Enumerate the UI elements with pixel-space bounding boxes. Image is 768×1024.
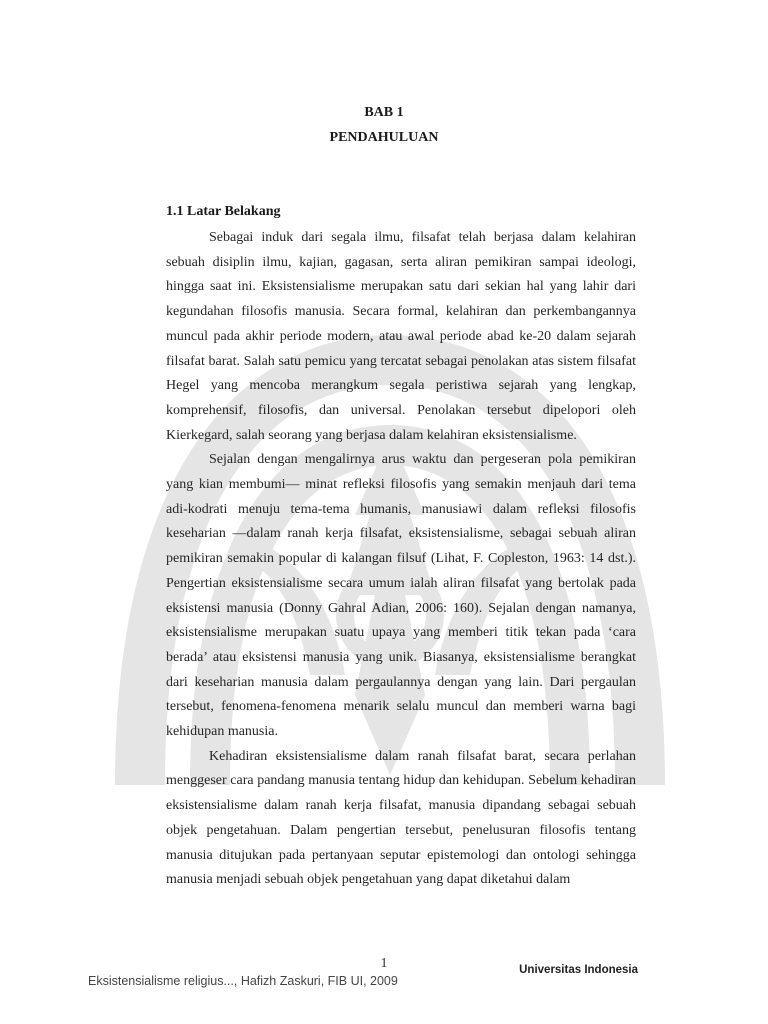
footer-institution: Universitas Indonesia [519, 964, 638, 976]
page-number: 1 [380, 956, 388, 971]
body-text [166, 226, 636, 893]
footer-citation: Eksistensialisme religius..., Hafizh Zaskuri, FIB UI, 2009 [88, 974, 398, 988]
paragraph: Sebagai induk dari segala ilmu, filsafat telah berjasa dalam kelahiran sebuah disiplin ilmu, kajian, gagasan, serta aliran pemikiran sampai ideologi, hingga saat ini. Eksistensialisme merupakan satu dari sekian hal yang lahir dari kegundahan filosofis manusia. Secara formal, kelahiran dan perkembangannya muncul pada akhir periode modern, atau awal periode abad ke-20 dalam sejarah filsafat barat. Salah satu pemicu yang tercatat sebagai penolakan atas sistem filsafat Hegel yang mencoba merangkum segala peristiwa sejarah yang lengkap, komprehensif, filosofis, dan universal. Penolakan tersebut dipelopori oleh Kierkegard, salah seorang yang berjasa dalam kelahiran eksistensialisme. [166, 230, 636, 443]
paragraph: Kehadiran eksistensialisme dalam ranah filsafat barat, secara perlahan menggeser cara pandang manusia tentang hidup dan kehidupan. Sebelum kehadiran eksistensialisme dalam ranah kerja filsafat, manusia dipandang sebagai sebuah objek pengetahuan. Dalam pengertian tersebut, penelusuran filosofis tentang manusia ditujukan pada pertanyaan seputar epistemologi dan ontologi sehingga manusia menjadi sebuah objek pengetahuan yang dapat diketahui dalam [166, 748, 636, 888]
chapter-title: PENDAHULUAN [329, 130, 439, 145]
paragraph: Sejalan dengan mengalirnya arus waktu dan pergeseran pola pemikiran yang kian membumi— minat refleksi filosofis yang semakin menjauh dari tema adi-kodrati menuju tema-tema humanis, manusiawi dalam refleksi filosofis keseharian —dalam ranah kerja filsafat, eksistensialisme, sebagai sebuah aliran pemikiran semakin popular di kalangan filsuf (Lihat, F. Copleston, 1963: 14 dst.). Pengertian eksistensialisme secara umum ialah aliran filsafat yang bertolak pada eksistensi manusia (Donny Gahral Adian, 2006: 160). Sejalan dengan namanya, eksistensialisme merupakan suatu upaya yang memberi titik tekan pada ‘cara berada’ atau eksistensi manusia yang unik. Biasanya, eksistensialisme berangkat dari keseharian manusia dalam pergaulannya dengan yang lain. Dari pergaulan tersebut, fenomena-fenomena menarik selalu muncul dan memberi warna bagi kehidupan manusia. [166, 452, 636, 740]
chapter-number: BAB 1 [364, 105, 404, 120]
section-heading: 1.1 Latar Belakang [166, 204, 281, 219]
